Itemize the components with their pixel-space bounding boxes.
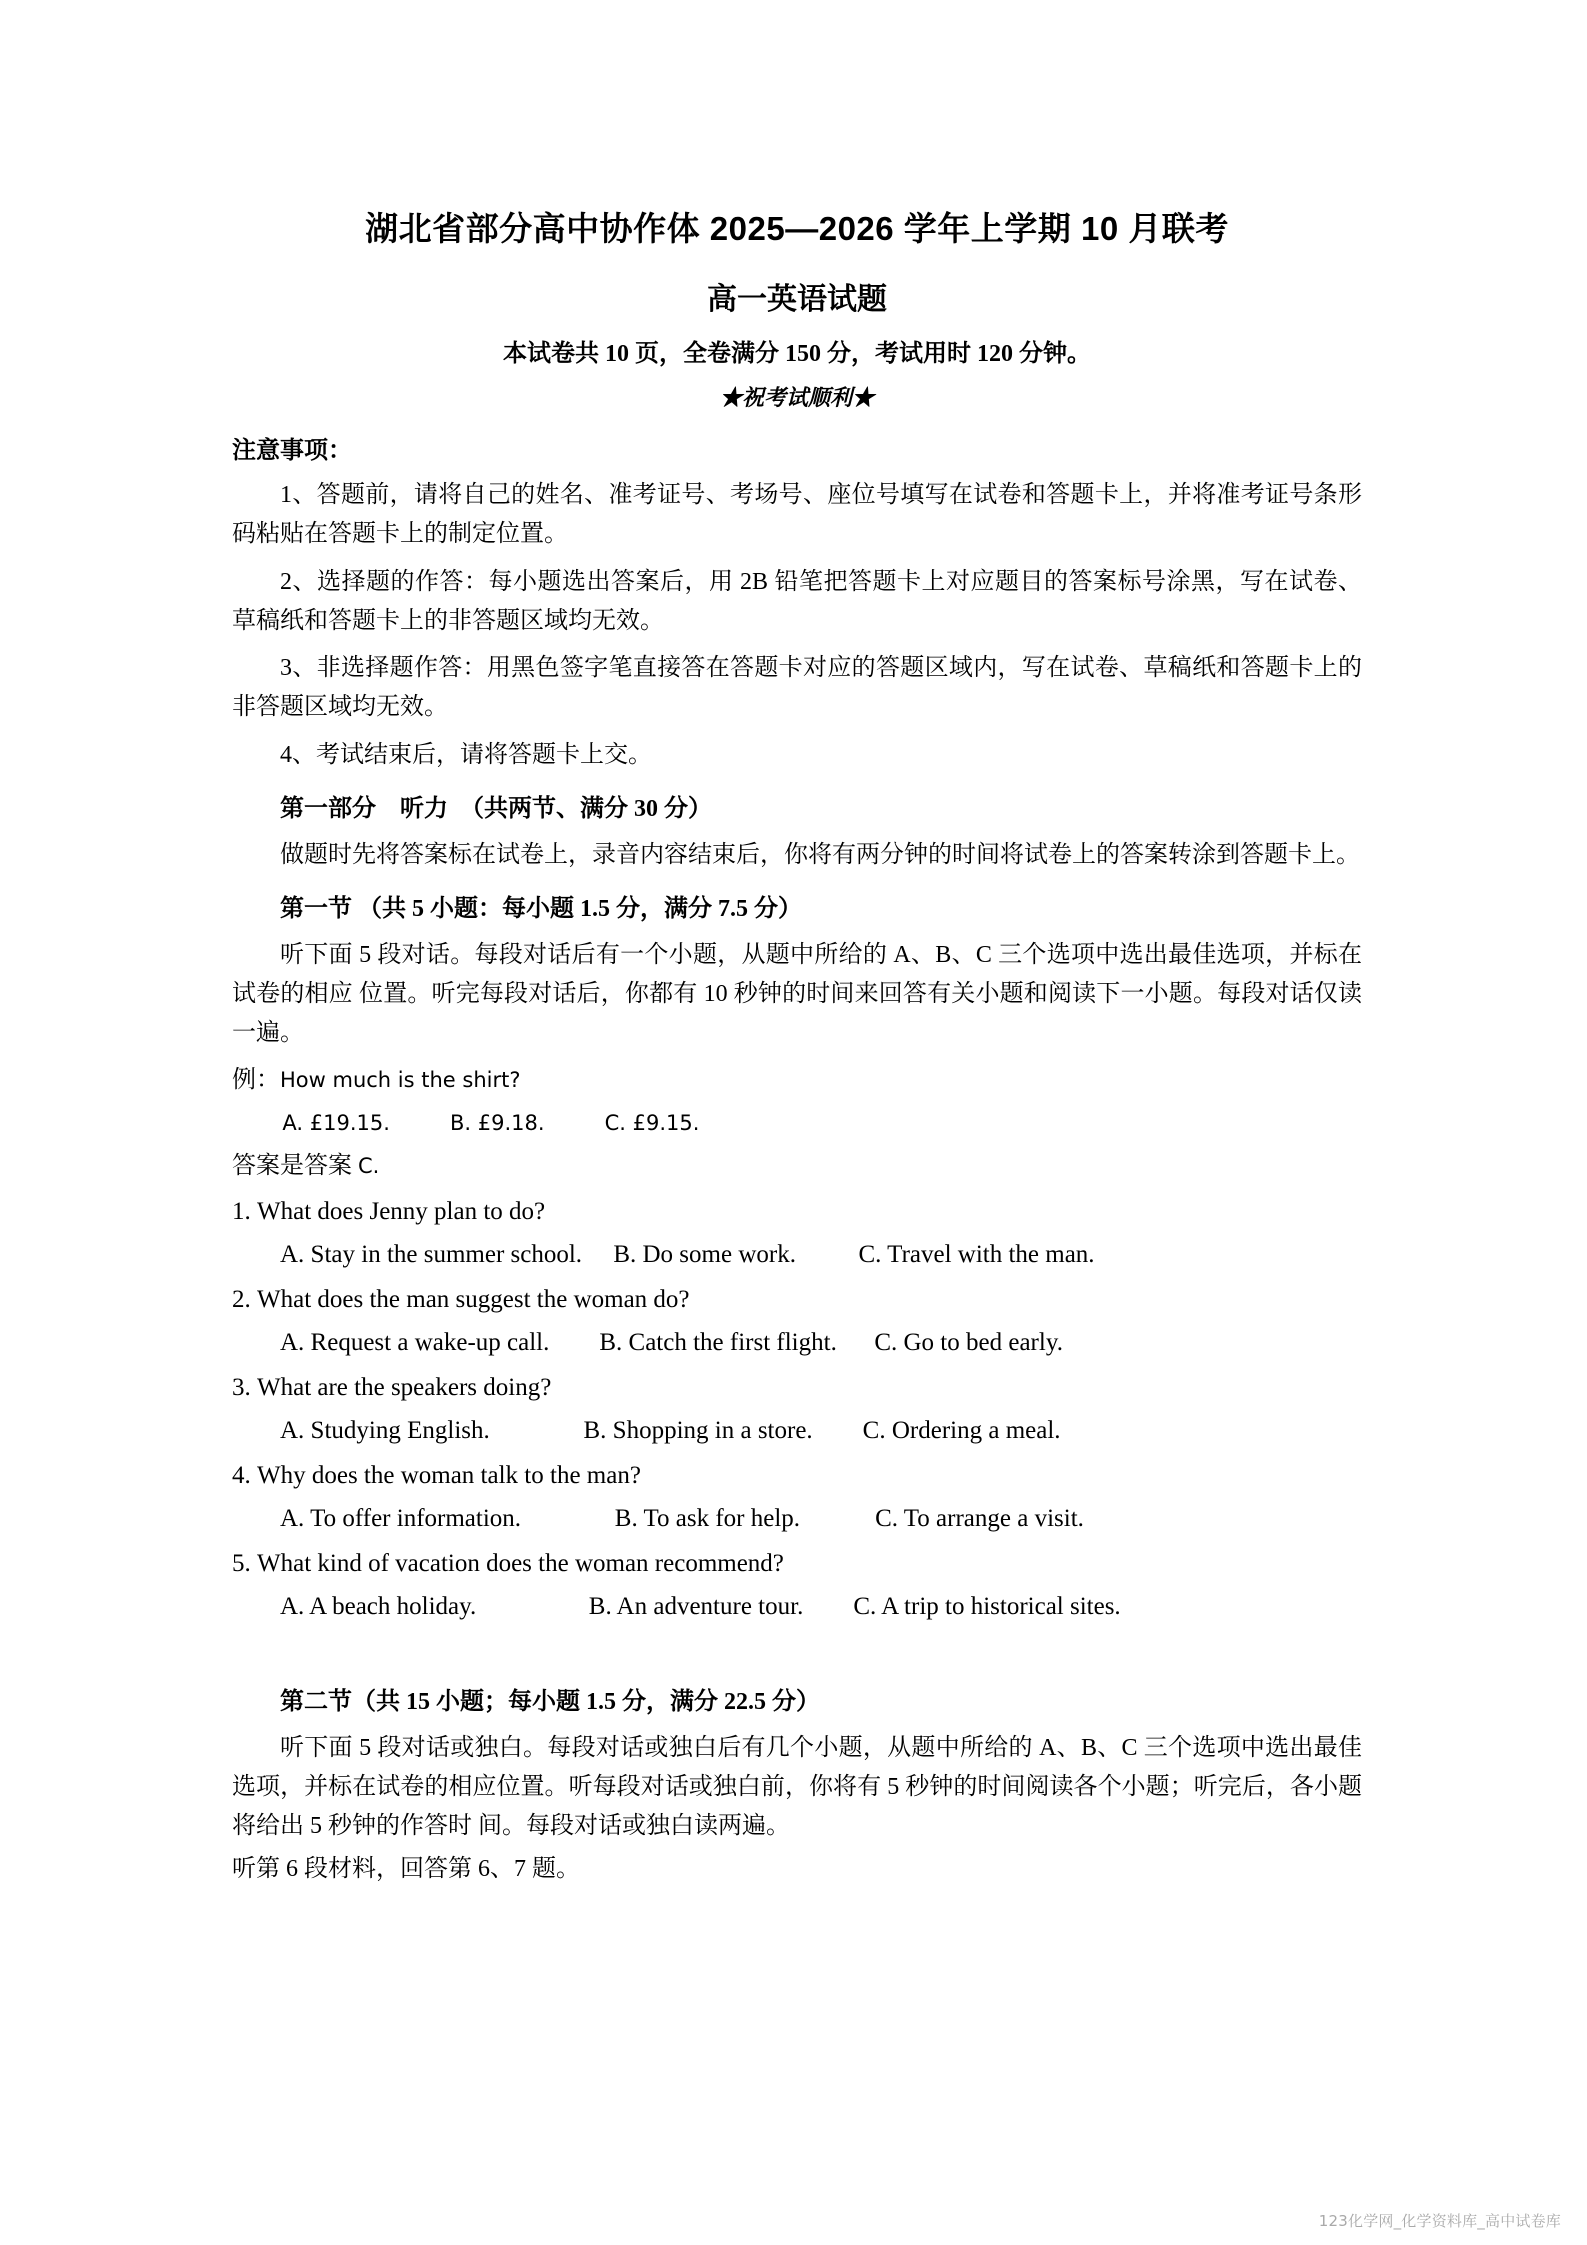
example-label: 例： — [232, 1066, 280, 1093]
question-5-text: What kind of vacation does the woman recommend? — [257, 1550, 784, 1578]
section-two-material-line: 听第 6 段材料，回答第 6、7 题。 — [232, 1855, 580, 1882]
question-3-text: What are the speakers doing? — [257, 1374, 552, 1402]
part-one-intro: 做题时先将答案标在试卷上，录音内容结束后，你将有两分钟的时间将试卷上的答案转涂到答题卡上。 — [280, 842, 1360, 869]
section-one-heading: 第一节 （共 5 小题：每小题 1.5 分，满分 7.5 分） — [280, 895, 802, 922]
question-1-text: What does Jenny plan to do? — [257, 1198, 546, 1226]
notice-item-3: 3、非选择题作答：用黑色签字笔直接答在答题卡对应的答题区域内，写在试卷、草稿纸和答题卡上的非答题区域均无效。 — [232, 655, 1362, 721]
notice-item-2: 2、选择题的作答：每小题选出答案后，用 2B 铅笔把答题卡上对应题目的答案标号涂黑，写在试卷、草稿纸和答题卡上的非答题区域均无效。 — [232, 568, 1362, 634]
question-1-number: 1. — [232, 1198, 251, 1226]
question-4-option-a: A. To offer information. — [280, 1504, 522, 1532]
example-question-text: How much is the shirt? — [280, 1067, 521, 1092]
notice-item-1: 1、答题前，请将自己的姓名、准考证号、考场号、座位号填写在试卷和答题卡上，并将准考证号条形码粘贴在答题卡上的制定位置。 — [232, 481, 1362, 547]
question-5-option-a: A. A beach holiday. — [280, 1592, 477, 1620]
section-one-intro: 听下面 5 段对话。每段对话后有一个小题，从题中所给的 A、B、C 三个选项中选出最佳选项，并标在试卷的相应 位置。听完每段对话后，你都有 10 秒钟的时间来回答有关小题和阅读下一小题。每段对话仅读一遍。 — [232, 941, 1362, 1046]
question-4 — [232, 1448, 1362, 1494]
question-5-option-b: B. An adventure tour. — [588, 1592, 804, 1620]
footer-watermark: 123化学网_化学资料库_高中试卷库 — [1318, 2212, 1561, 2230]
notice-item-4: 4、考试结束后，请将答题卡上交。 — [280, 742, 652, 769]
part-one-heading: 第一部分 听力 （共两节、满分 30 分） — [280, 796, 712, 823]
question-2-number: 2. — [232, 1286, 251, 1314]
example-option-a: A. £19.15. — [282, 1110, 390, 1135]
question-3 — [232, 1360, 1362, 1406]
section-two-heading: 第二节（共 15 小题；每小题 1.5 分，满分 22.5 分） — [280, 1689, 820, 1716]
question-4-number: 4. — [232, 1462, 251, 1490]
notice-heading: 注意事项： — [232, 437, 352, 464]
question-1 — [232, 1184, 1362, 1230]
question-3-options — [232, 1406, 1362, 1449]
section-two-intro: 听下面 5 段对话或独白。每段对话或独白后有几个小题，从题中所给的 A、B、C 三个选项中选出最佳选项，并标在试卷的相应位置。听每段对话或独白前，你将有 5 秒钟的时间阅读各个小题；听完后，各小题将给出 5 秒钟的作答时 间。每段对话或独白读两遍。 — [232, 1735, 1362, 1839]
question-5-options — [232, 1582, 1362, 1625]
example-answer — [232, 1139, 1362, 1184]
question-2 — [232, 1272, 1362, 1318]
question-5-option-c: C. A trip to historical sites. — [853, 1592, 1121, 1620]
question-2-text: What does the man suggest the woman do? — [257, 1286, 690, 1314]
page-title: 湖北省部分高中协作体 2025—2026 学年上学期 10 月联考 — [365, 210, 1229, 247]
question-1-option-b: B. Do some work. — [613, 1240, 796, 1268]
question-2-options — [232, 1318, 1362, 1361]
example-answer-value: C. — [358, 1154, 380, 1179]
document-content — [232, 0, 1362, 1889]
exam-meta-line: 本试卷共 10 页，全卷满分 150 分，考试用时 120 分钟。 — [503, 340, 1091, 367]
question-3-number: 3. — [232, 1374, 251, 1402]
question-4-option-b: B. To ask for help. — [614, 1504, 801, 1532]
example-option-c: C. £9.15. — [604, 1110, 700, 1135]
example-options — [232, 1098, 1362, 1140]
question-5-number: 5. — [232, 1550, 251, 1578]
question-3-option-b: B. Shopping in a store. — [583, 1416, 813, 1444]
example-answer-label: 答案是答案 — [232, 1153, 358, 1180]
question-2-option-b: B. Catch the first flight. — [599, 1328, 837, 1356]
question-1-option-c: C. Travel with the man. — [858, 1240, 1095, 1268]
example-question — [232, 1053, 1362, 1098]
question-3-option-c: C. Ordering a meal. — [862, 1416, 1061, 1444]
good-luck-line: ★祝考试顺利★ — [719, 384, 874, 410]
question-1-option-a: A. Stay in the summer school. — [280, 1240, 583, 1268]
example-option-b: B. £9.18. — [449, 1110, 545, 1135]
question-4-option-c: C. To arrange a visit. — [875, 1504, 1084, 1532]
question-2-option-c: C. Go to bed early. — [874, 1328, 1063, 1356]
section-gap — [232, 1624, 1362, 1668]
question-2-option-a: A. Request a wake-up call. — [280, 1328, 550, 1356]
question-1-options — [232, 1230, 1362, 1273]
question-5 — [232, 1536, 1362, 1582]
question-3-option-a: A. Studying English. — [280, 1416, 490, 1444]
question-4-options — [232, 1494, 1362, 1537]
page-subtitle: 高一英语试题 — [707, 283, 887, 317]
question-4-text: Why does the woman talk to the man? — [257, 1462, 641, 1490]
